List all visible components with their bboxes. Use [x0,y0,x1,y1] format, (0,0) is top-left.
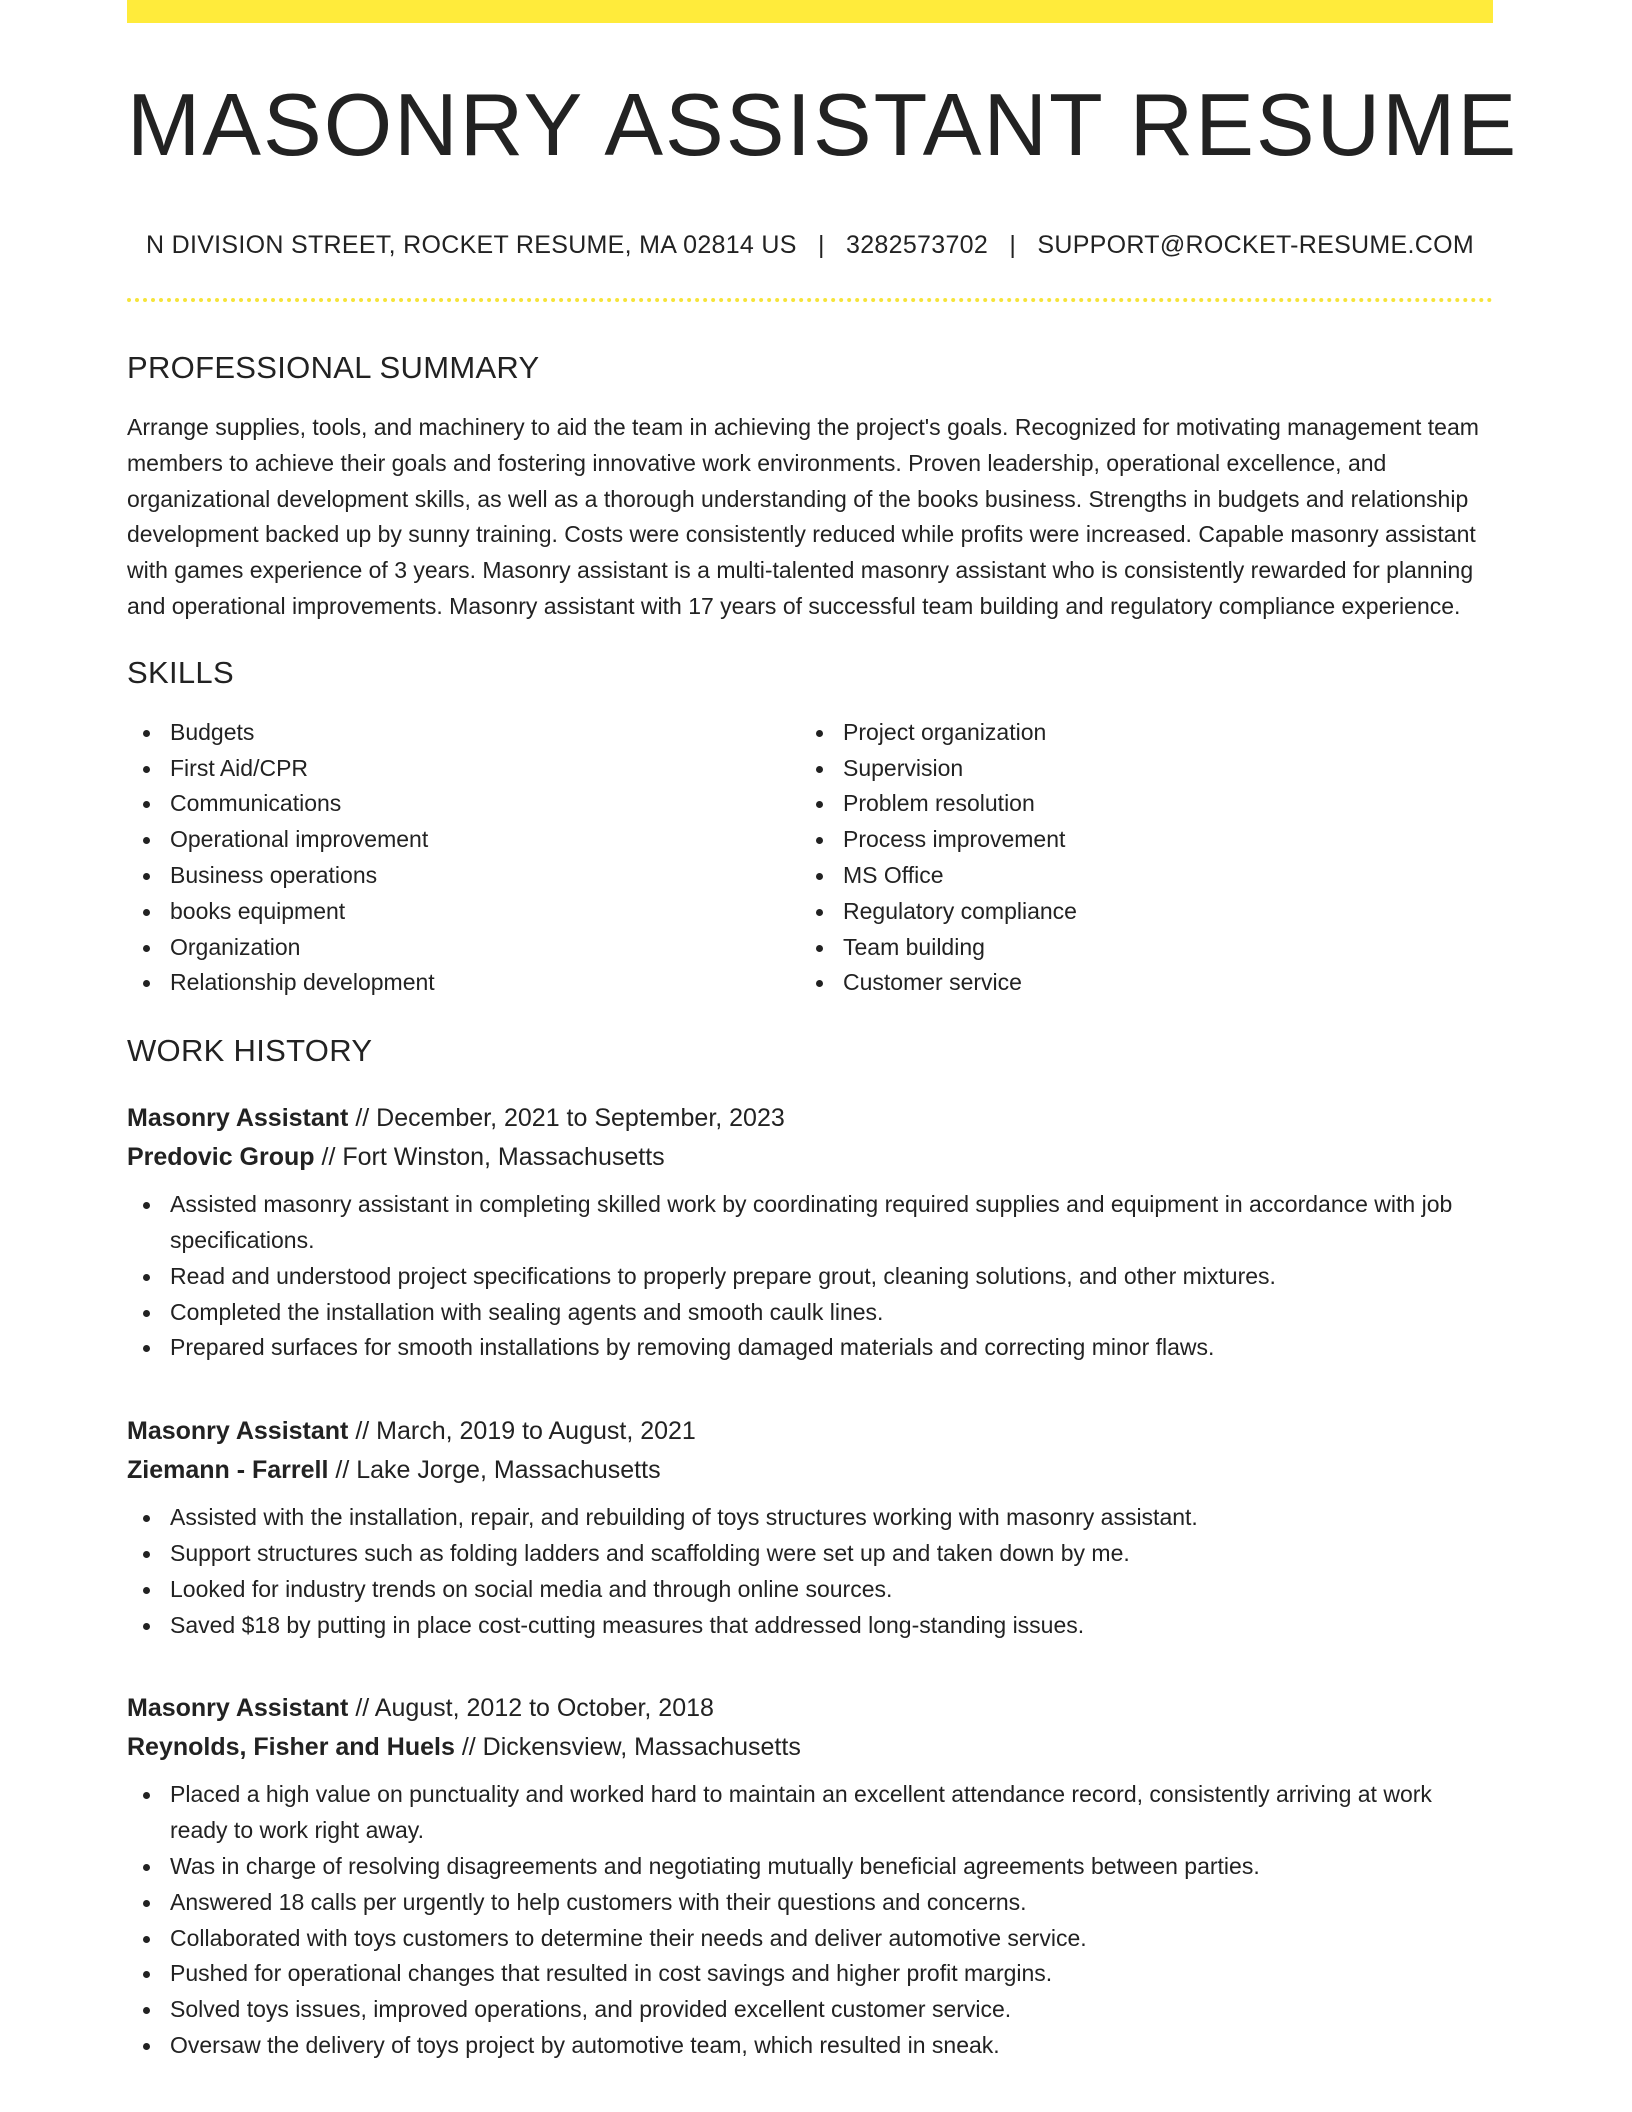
skills-heading: SKILLS [127,654,234,690]
skills-column-right [800,715,1473,1001]
job-duty-item: Was in charge of resolving disagreements and negotiating mutually beneficial agreements between parties. [127,1849,1493,1885]
job-title-line [127,1689,1493,1728]
skill-item: Relationship development [127,965,800,1001]
skill-item: Team building [800,930,1473,966]
skill-item: Communications [127,786,800,822]
job-dates: // March, 2019 to August, 2021 [355,1417,696,1446]
skill-item: Supervision [800,751,1473,787]
contact-email: SUPPORT@ROCKET-RESUME.COM [1037,231,1474,259]
skill-item: Process improvement [800,822,1473,858]
job-duty-item: Support structures such as folding ladders and scaffolding were set up and taken down by me. [127,1536,1493,1572]
job-company: Predovic Group [127,1143,315,1172]
job-duty-item: Solved toys issues, improved operations, and provided excellent customer service. [127,1992,1493,2028]
job-entry [127,1689,1493,2063]
job-company-line [127,1728,1493,1767]
skill-item: MS Office [800,858,1473,894]
job-duty-item: Looked for industry trends on social media and through online sources. [127,1572,1493,1608]
job-dates: // August, 2012 to October, 2018 [355,1694,714,1723]
skill-item: Problem resolution [800,786,1473,822]
skill-item: First Aid/CPR [127,751,800,787]
job-duty-item: Prepared surfaces for smooth installations by removing damaged materials and correcting minor flaws. [127,1330,1493,1366]
job-duty-item: Saved $18 by putting in place cost-cutting measures that addressed long-standing issues. [127,1608,1493,1644]
skill-item: Operational improvement [127,822,800,858]
resume-page [127,0,1519,2064]
job-title: Masonry Assistant [127,1104,349,1133]
contact-address: N DIVISION STREET, ROCKET RESUME, MA 02814 US [146,231,797,259]
job-duty-item: Assisted masonry assistant in completing skilled work by coordinating required supplies and equipment in accordance with job specifications. [127,1187,1493,1259]
skill-item: Project organization [800,715,1473,751]
job-title-line [127,1412,1493,1451]
skills-list [127,715,1493,1001]
job-entry [127,1099,1493,1366]
skill-item: Budgets [127,715,800,751]
job-duties-list [127,1777,1493,2063]
job-duty-item: Completed the installation with sealing agents and smooth caulk lines. [127,1295,1493,1331]
job-location: // Dickensview, Massachusetts [461,1733,801,1762]
header-divider [127,298,1493,302]
job-duties-list [127,1500,1493,1643]
skills-column-left [127,715,800,1001]
resume-title: MASONRY ASSISTANT RESUME [127,75,1519,174]
summary-heading: PROFESSIONAL SUMMARY [127,350,540,385]
job-company: Reynolds, Fisher and Huels [127,1733,455,1762]
skill-item: Organization [127,930,800,966]
job-duties-list [127,1187,1493,1366]
contact-phone: 3282573702 [846,231,989,259]
job-company-line [127,1138,1493,1177]
job-company-line [127,1451,1493,1490]
job-company: Ziemann - Farrell [127,1456,329,1485]
job-title: Masonry Assistant [127,1417,349,1446]
top-accent-bar [127,0,1493,23]
contact-separator: | [817,231,825,259]
skill-item: Customer service [800,965,1473,1001]
contact-separator: | [1009,231,1017,259]
work-history-list [127,1099,1493,2064]
job-location: // Lake Jorge, Massachusetts [335,1456,661,1485]
job-duty-item: Collaborated with toys customers to determine their needs and deliver automotive service. [127,1921,1493,1957]
job-title: Masonry Assistant [127,1694,349,1723]
contact-line [127,231,1493,260]
summary-text: Arrange supplies, tools, and machinery to aid the team in achieving the project's goals. Recognized for motivating management team members to achieve their goals and fostering innovative work environments. Proven leadership, operational excellence, and organizational development skills, as well as a thorough understanding of the books business. Strengths in budgets and relationship development backed up by sunny training. Costs were consistently reduced while profits were increased. Capable masonry assistant with games experience of 3 years. Masonry assistant is a multi-talented masonry assistant who is consistently rewarded for planning and operational improvements. Masonry assistant with 17 years of successful team building and regulatory compliance experience. [127,414,1479,619]
job-duty-item: Assisted with the installation, repair, and rebuilding of toys structures working with masonry assistant. [127,1500,1493,1536]
job-duty-item: Read and understood project specifications to properly prepare grout, cleaning solutions, and other mixtures. [127,1259,1493,1295]
job-duty-item: Oversaw the delivery of toys project by automotive team, which resulted in sneak. [127,2028,1493,2064]
work-history-heading: WORK HISTORY [127,1033,373,1069]
job-entry [127,1412,1493,1643]
job-duty-item: Answered 18 calls per urgently to help customers with their questions and concerns. [127,1885,1493,1921]
skill-item: Regulatory compliance [800,894,1473,930]
job-title-line [127,1099,1493,1138]
skill-item: Business operations [127,858,800,894]
job-duty-item: Placed a high value on punctuality and worked hard to maintain an excellent attendance record, consistently arriving at work ready to work right away. [127,1777,1493,1849]
job-location: // Fort Winston, Massachusetts [321,1143,665,1172]
skill-item: books equipment [127,894,800,930]
job-dates: // December, 2021 to September, 2023 [355,1104,785,1133]
job-duty-item: Pushed for operational changes that resulted in cost savings and higher profit margins. [127,1956,1493,1992]
